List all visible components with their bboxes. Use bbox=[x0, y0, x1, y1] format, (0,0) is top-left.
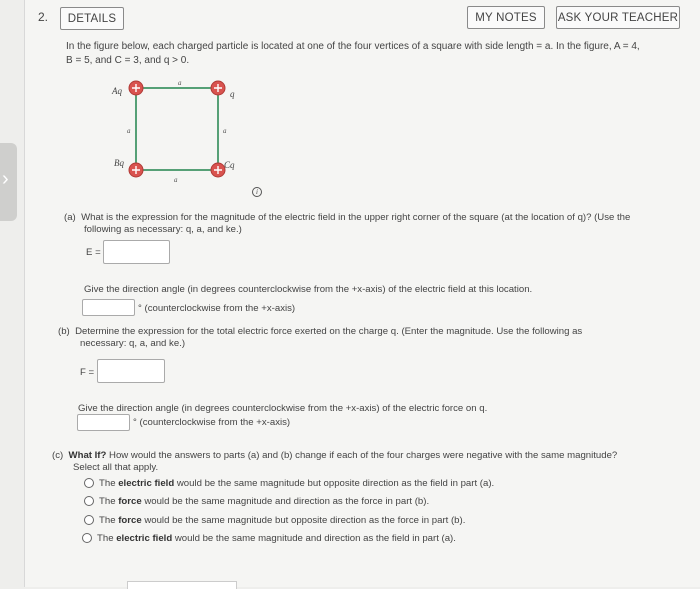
figure-svg bbox=[108, 76, 253, 186]
part-b-answer-label: F = bbox=[80, 367, 95, 378]
label-side-bottom: a bbox=[174, 176, 178, 184]
part-b-line-2: necessary: q, a, and ke.) bbox=[80, 338, 186, 349]
part-a-line-1: What is the expression for the magnitude of the electric field in the upper right corner of the square (at the location of q)? (Use the bbox=[81, 212, 631, 223]
panel-divider bbox=[24, 0, 25, 587]
charge-bottom-left bbox=[129, 163, 143, 177]
chevron-right-icon[interactable]: › bbox=[2, 168, 9, 190]
part-c-line-2: Select all that apply. bbox=[73, 462, 159, 473]
part-b-direction-prompt: Give the direction angle (in degrees counterclockwise from the +x-axis) of the electric force on q. bbox=[78, 403, 488, 414]
label-side-top: a bbox=[178, 79, 182, 87]
square-outline bbox=[136, 88, 218, 170]
part-a-label: (a) bbox=[64, 212, 76, 223]
option-2-pre: The bbox=[99, 496, 119, 507]
part-c-line-1: How would the answers to parts (a) and (b) change if each of the four charges were negative with the same magnitude? bbox=[109, 450, 618, 461]
label-bottom-right: Cq bbox=[224, 160, 235, 170]
force-angle-input[interactable] bbox=[77, 414, 130, 431]
option-3-label[interactable] bbox=[99, 514, 659, 527]
part-b-unit-note: ° (counterclockwise from the +x-axis) bbox=[133, 417, 291, 428]
part-a-line-2: following as necessary: q, a, and ke.) bbox=[84, 224, 242, 235]
part-a-unit-note: ° (counterclockwise from the +x-axis) bbox=[138, 303, 296, 314]
option-3-pre: The bbox=[99, 515, 119, 526]
label-top-left: Aq bbox=[112, 86, 122, 96]
question-number: 2. bbox=[38, 10, 49, 24]
option-1-checkbox[interactable] bbox=[84, 478, 94, 488]
question-intro bbox=[66, 40, 676, 68]
option-4-post: would be the same magnitude and direction as the field in part (a). bbox=[172, 533, 456, 544]
option-1-label[interactable] bbox=[99, 477, 659, 490]
part-a-direction-prompt: Give the direction angle (in degrees counterclockwise from the +x-axis) of the electric field at this location. bbox=[84, 284, 533, 295]
charge-top-right bbox=[211, 81, 225, 95]
what-if-label: What If? bbox=[68, 450, 107, 461]
option-1-post: would be the same magnitude but opposite direction as the field in part (a). bbox=[174, 478, 495, 489]
label-side-right: a bbox=[223, 127, 227, 135]
info-icon[interactable]: i bbox=[252, 187, 262, 197]
my-notes-button[interactable]: MY NOTES bbox=[467, 6, 545, 29]
electric-field-input[interactable] bbox=[103, 240, 170, 264]
part-c-label: (c) bbox=[52, 450, 64, 461]
part-b-label: (b) bbox=[58, 326, 70, 337]
label-top-right: q bbox=[230, 89, 235, 99]
option-1-bold: electric field bbox=[118, 478, 175, 489]
field-angle-input[interactable] bbox=[82, 299, 135, 316]
next-question-box bbox=[127, 581, 237, 589]
option-3-post: would be the same magnitude but opposite direction as the force in part (b). bbox=[141, 515, 466, 526]
details-button[interactable]: DETAILS bbox=[60, 7, 124, 30]
option-2-checkbox[interactable] bbox=[84, 496, 94, 506]
option-4-checkbox[interactable] bbox=[82, 533, 92, 543]
option-4-bold: electric field bbox=[116, 533, 173, 544]
intro-line-2: B = 5, and C = 3, and q > 0. bbox=[66, 55, 190, 66]
label-side-left: a bbox=[127, 127, 131, 135]
square-charge-figure bbox=[108, 76, 253, 186]
intro-line-1: In the figure below, each charged particle is located at one of the four vertices of a square with side length = a. In the figure, A = 4, bbox=[66, 41, 640, 52]
option-3-checkbox[interactable] bbox=[84, 515, 94, 525]
charge-top-left bbox=[129, 81, 143, 95]
ask-teacher-button[interactable]: ASK YOUR TEACHER bbox=[556, 6, 680, 29]
option-1-pre: The bbox=[99, 478, 119, 489]
electric-force-input[interactable] bbox=[97, 359, 165, 383]
option-2-bold: force bbox=[118, 496, 142, 507]
option-2-label[interactable] bbox=[99, 495, 659, 508]
option-4-pre: The bbox=[97, 533, 117, 544]
part-a-answer-label: E = bbox=[86, 247, 101, 258]
option-3-bold: force bbox=[118, 515, 142, 526]
part-b-line-1: Determine the expression for the total electric force exerted on the charge q. (Enter the magnitude. Use the following as bbox=[75, 326, 583, 337]
label-bottom-left: Bq bbox=[114, 158, 124, 168]
option-4-label[interactable] bbox=[97, 532, 657, 545]
option-2-post: would be the same magnitude and direction as the force in part (b). bbox=[141, 496, 430, 507]
charge-bottom-right bbox=[211, 163, 225, 177]
